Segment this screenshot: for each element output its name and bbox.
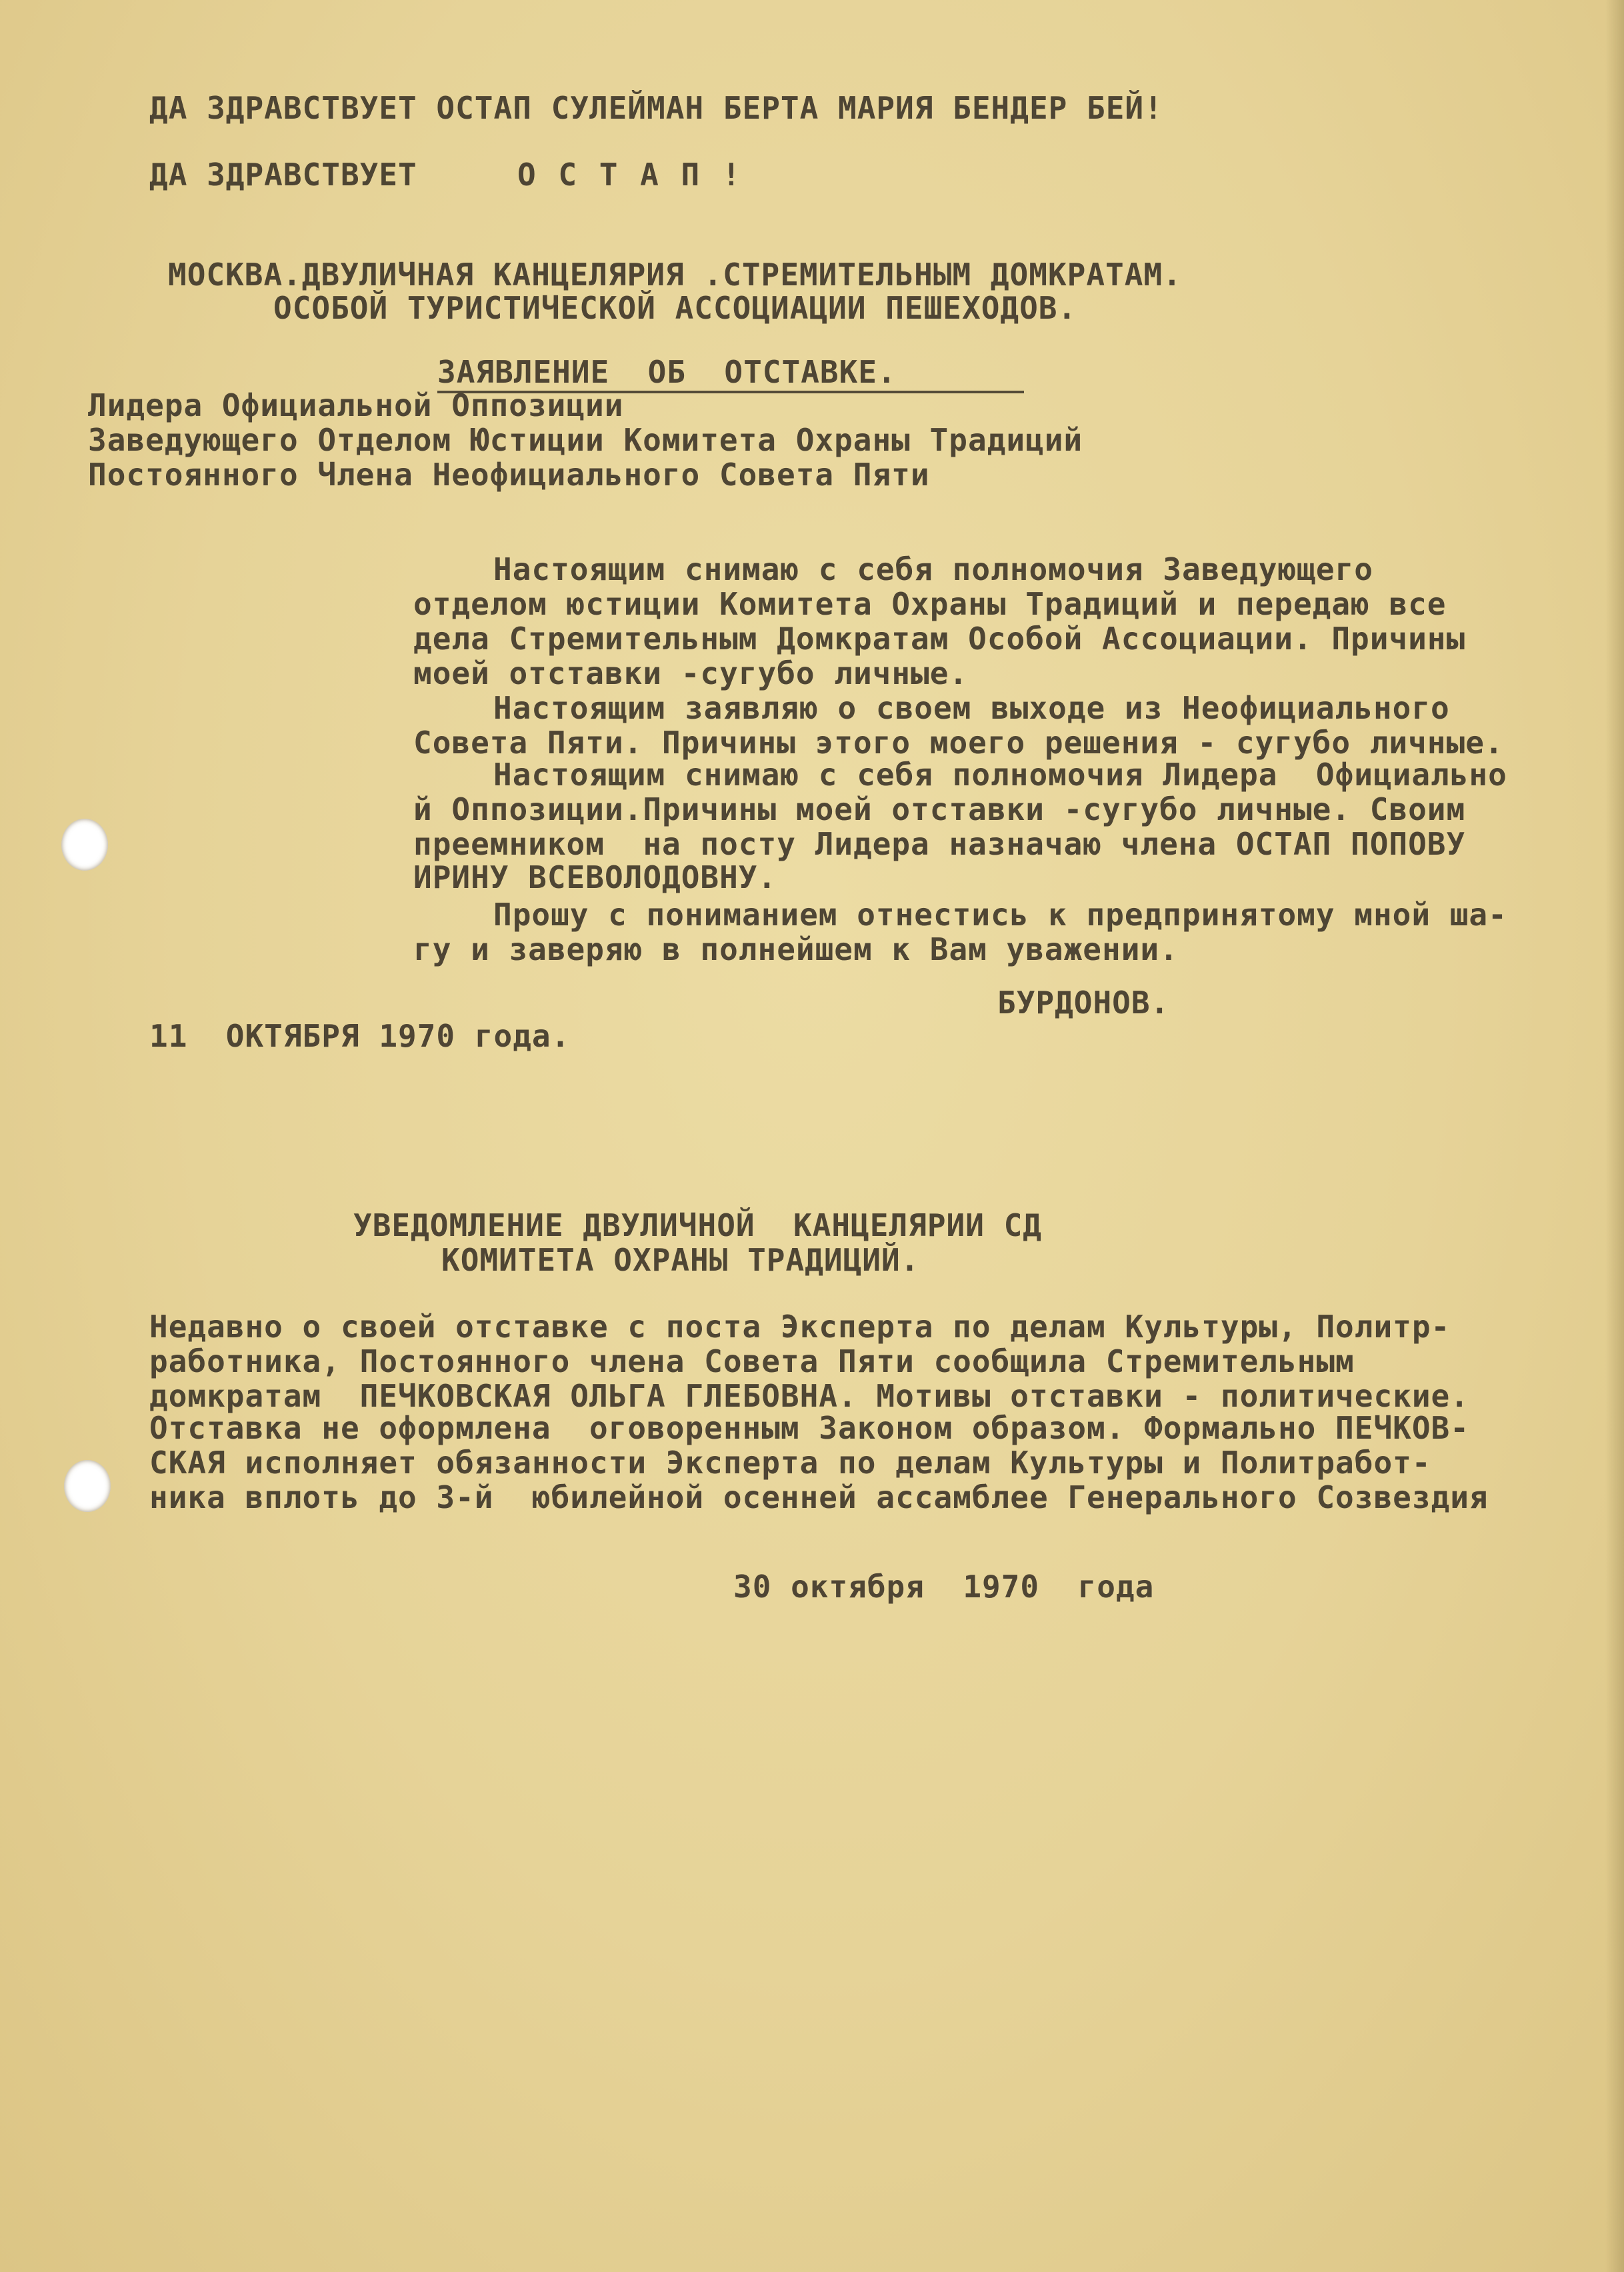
notice-date: 30 октября 1970 года	[733, 1569, 1155, 1605]
notice-body-line: СКАЯ исполняет обязанности Эксперта по делам Культуры и Политработ-	[149, 1445, 1431, 1481]
statement-from-line: Постоянного Члена Неофициального Совета Пяти	[88, 457, 930, 493]
statement-body-line: Настоящим снимаю с себя полномочия Заведующего	[493, 551, 1373, 587]
statement-signature: БУРДОНОВ.	[997, 985, 1170, 1021]
addressee-line-2: ОСОБОЙ ТУРИСТИЧЕСКОЙ АССОЦИАЦИИ ПЕШЕХОДОВ.	[273, 290, 1077, 326]
addressee-line-1: МОСКВА.ДВУЛИЧНАЯ КАНЦЕЛЯРИЯ .СТРЕМИТЕЛЬНЫМ ДОМКРАТАМ.	[168, 257, 1182, 293]
notice-body-line: домкратам ПЕЧКОВСКАЯ ОЛЬГА ГЛЕБОВНА. Мотивы отставки - политические.	[149, 1378, 1469, 1414]
statement-body-line: дела Стремительным Домкратам Особой Ассоциации. Причины	[413, 621, 1466, 657]
statement-body-line: моей отставки -сугубо личные.	[413, 655, 969, 691]
statement-body-line: гу и заверяю в полнейшем к Вам уважении.	[413, 931, 1179, 967]
notice-body-line: работника, Постоянного члена Совета Пяти сообщила Стремительным	[149, 1343, 1355, 1379]
slogan-line-2-left: ДА ЗДРАВСТВУЕТ	[149, 157, 417, 193]
statement-body-line: Настоящим заявляю о своем выходе из Неофициального	[493, 690, 1450, 726]
notice-title-line-1: УВЕДОМЛЕНИЕ ДВУЛИЧНОЙ КАНЦЕЛЯРИИ СД	[353, 1207, 1042, 1243]
statement-body-line: Совета Пяти. Причины этого моего решения - сугубо личные.	[413, 725, 1504, 761]
slogan-line-2-right: О С Т А П !	[517, 157, 743, 193]
statement-date: 11 ОКТЯБРЯ 1970 года.	[149, 1018, 571, 1054]
punch-hole-upper	[61, 819, 108, 871]
notice-body-line: Отставка не оформлена оговоренным Законом образом. Формально ПЕЧКОВ-	[149, 1410, 1469, 1446]
statement-body-line: Настоящим снимаю с себя полномочия Лидера Официально	[493, 757, 1507, 793]
statement-title: ЗАЯВЛЕНИЕ ОБ ОТСТАВКЕ.	[437, 354, 897, 390]
statement-body-line: преемником на посту Лидера назначаю члена ОСТАП ПОПОВУ	[413, 826, 1466, 862]
statement-from-line: Заведующего Отделом Юстиции Комитета Охраны Традиций	[88, 422, 1083, 458]
statement-from-line: Лидера Официальной Оппозиции	[88, 387, 624, 423]
page-edge-shadow	[1605, 0, 1624, 2272]
notice-body-line: ника вплоть до 3-й юбилейной осенней ассамблее Генерального Созвездия	[149, 1479, 1489, 1515]
slogan-line-1: ДА ЗДРАВСТВУЕТ ОСТАП СУЛЕЙМАН БЕРТА МАРИЯ БЕНДЕР БЕЙ!	[149, 90, 1163, 126]
statement-body-line: Прошу с пониманием отнестись к предпринятому мной ша-	[493, 897, 1507, 933]
statement-body-line: й Оппозиции.Причины моей отставки -сугубо личные. Своим	[413, 791, 1466, 827]
statement-body-line: отделом юстиции Комитета Охраны Традиций и передаю все	[413, 586, 1447, 622]
notice-body-line: Недавно о своей отставке с поста Эксперта по делам Культуры, Политр-	[149, 1309, 1451, 1345]
statement-body-line: ИРИНУ ВСЕВОЛОДОВНУ.	[413, 859, 777, 895]
notice-title-line-2: КОМИТЕТА ОХРАНЫ ТРАДИЦИЙ.	[441, 1242, 920, 1278]
punch-hole-lower	[64, 1460, 111, 1512]
